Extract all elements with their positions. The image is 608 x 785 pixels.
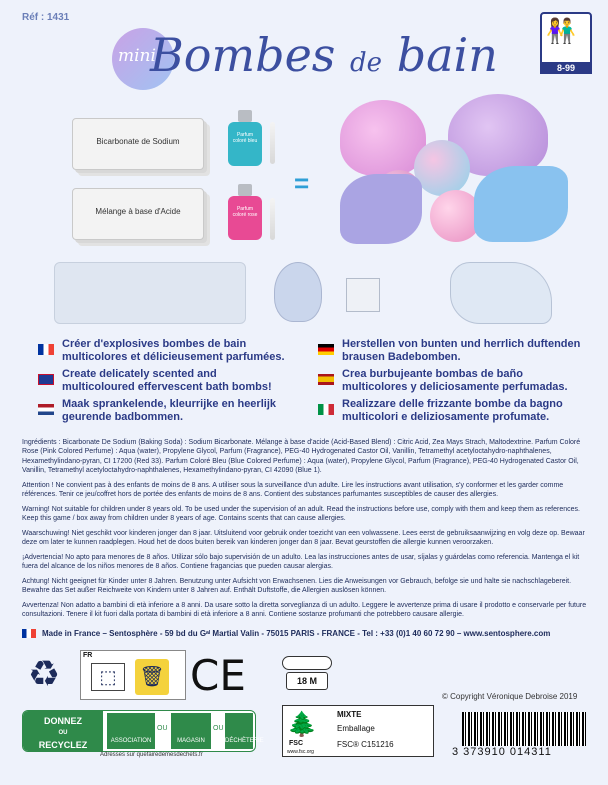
fsc-site: www.fsc.org [287, 749, 314, 755]
product-title [150, 28, 498, 82]
fsc-code: FSC® C151216 [337, 740, 394, 749]
mini-label: mini [118, 46, 156, 66]
triman-line3: RECYCLEZ [38, 740, 88, 750]
made-in-text: Made in France – Sentosphère - 59 bd du Gᵃˡ Martial Valin - 75015 PARIS - FRANCE - Tel : +33 (0)1 40 60 72 90 – www.sentosphere.com [42, 629, 551, 638]
age-icon: 👫 [540, 12, 592, 66]
flag-fr-icon [22, 629, 36, 638]
flag-fr-icon [38, 344, 54, 355]
copyright-text: © Copyright Véronique Debroise 2019 [442, 692, 578, 701]
barcode-number: 3 373910 014311 [452, 746, 552, 758]
sorting-info-box [80, 650, 186, 700]
lang-gb: Create delicately scented and multicoloured effervescent bath bombs! [62, 368, 272, 393]
association-icon [107, 713, 155, 749]
lang-nl: Maak sprankelende, kleurrijke en heerlijk geurende badbommen. [62, 398, 276, 423]
lang-de: Herstellen von bunten und herrlich duftenden brausen Badebomben. [342, 338, 581, 363]
triman-banner [22, 710, 264, 752]
round-bomb [414, 140, 470, 196]
warning-es: ¡Advertencia! No apto para menores de 8 años. Utilizar sólo bajo supervisión de un adulto. Lea las instrucciones antes de usar, síjalas y guárdelas como referencia. Mantenga el kit fuera del alcance de los niños menores de 8 años. Contiene fragancias que pueden causar alergias. [22, 554, 580, 571]
waste-center-icon [225, 713, 264, 749]
fsc-emballage: Emballage [337, 724, 375, 733]
recycle-triman-icon: ♻ [27, 653, 61, 694]
donnez-recyclez [23, 711, 103, 751]
made-in-line [22, 629, 550, 638]
flag-es-icon [318, 374, 334, 385]
shop-icon [171, 713, 211, 749]
age-range: 8-99 [540, 62, 592, 74]
pipette-icon [270, 122, 275, 164]
triman-ou-1: OU [157, 725, 168, 732]
reference-number: Réf : 1431 [22, 12, 70, 23]
sachet-acid-label: Mélange à base d'Acide [95, 207, 181, 216]
seg-decheterie: DÉCHÈTERIE [225, 738, 264, 744]
pipette-icon [270, 198, 275, 240]
ingredients-text: Ingrédients : Bicarbonate De Sodium (Baking Soda) : Sodium Bicarbonate. Mélange à base d'acide (Acid-Based Blend) : Citric Acid, Zea Mays Strach, Maltodextrine. Parfum Coloré Rose (Pink Colored Perfume) : Aqua (water), Propylene Glycol, Parfum (Fragrance), PEG-40 Hydrogenated Castor Oil, Vanillin, Tetramethyl acetyloctahydro-naphthalenes, Hexamethylindano-pyran, CI 17200 (Red 33). Parfum Coloré Bleu (Blue Colored Perfume) : Aqua (water), Propylene Glycol, Parfum (Fragrance), PEG-40 Hydrogenated Castor Oil, Vanillin, Tetramethyl acetyloctahydro-naphthalenes, Hexamethylindano-pyran, CI 42090 (Blue 1). [22, 439, 581, 475]
flag-de-icon [318, 344, 334, 355]
fsc-logo [282, 705, 434, 757]
flag-gb-icon [38, 374, 54, 385]
bottle-pink [228, 196, 262, 240]
triman-ou-2: OU [213, 725, 224, 732]
lang-it: Realizzare delle frizzante bombe da bagno multicolori e deliziosamente profumate. [342, 398, 563, 423]
recycling-address: Adresses sur quefairedemesdechets.fr [100, 752, 203, 758]
warning-de: Achtung! Nicht geeignet für Kinder unter 8 Jahren. Benutzung unter Aufsicht von Erwachsenen. Lies die Anweisungen vor Gebrauch, befolge sie und halte sie nachschlagebereit. Bewahre das Set außer Reichweite von Kindern unter 8 Jahren auf. Enthält Duftstoffe, die Allergien auslösen können. [22, 578, 572, 595]
fsc-mixte: MIXTE [337, 710, 362, 719]
fish-bomb-blue [474, 166, 568, 242]
brand-logo [112, 20, 498, 100]
title-de: de [350, 48, 383, 78]
mold-tray [54, 262, 246, 324]
mixing-vase [274, 262, 322, 322]
equals-sign: = [294, 168, 310, 198]
fsc-label: FSC [289, 740, 303, 747]
jar-icon [282, 656, 330, 692]
pao-label: 18 M [286, 672, 328, 690]
sachet-acid [72, 188, 204, 240]
title-main: Bombes [150, 28, 336, 82]
warning-en: Warning! Not suitable for children under 8 years old. To be used under the supervision of an adult. Read the instructions before use, comply with them and keep them as references. Keep this game / box away from children under 8 years of age. Contains scents that can cause allergies. [22, 506, 580, 523]
bottle-blue-label: Parfum coloré bleu [232, 132, 258, 144]
ce-mark: CE [190, 651, 246, 700]
title-end: bain [396, 28, 498, 82]
triman-line2: OU [58, 730, 68, 736]
flag-it-icon [318, 404, 334, 415]
seg-magasin: MAGASIN [177, 738, 205, 744]
fr-tag: FR [83, 652, 93, 659]
glove [450, 262, 552, 324]
bottle-pink-label: Parfum coloré rose [232, 206, 258, 218]
seg-association: ASSOCIATION [110, 738, 152, 744]
flag-nl-icon [38, 404, 54, 415]
measuring-cup [346, 278, 380, 312]
fish-bomb-purple [340, 174, 422, 244]
lang-es: Crea burbujeante bombas de baño multicolores y deliciosamente perfumadas. [342, 368, 568, 393]
lang-fr: Créer d'explosives bombes de bain multicolores et délicieusement parfumées. [62, 338, 285, 363]
barcode [462, 712, 586, 746]
warning-fr: Attention ! Ne convient pas à des enfants de moins de 8 ans. A utiliser sous la surveillance d'un adulte. Lire les instructions avant utilisation, s'y conformer et les garder comme références. Tenir ce jeu/coffret hors de portée des enfants de moins de 8 ans. Contient des substances parfumantes susceptibles de causer des allergies. [22, 482, 564, 499]
warning-nl: Waarschuwing! Niet geschikt voor kinderen jonger dan 8 jaar. Uitsluitend voor gebruik onder toezicht van een volwassene. Lees eerst de gebruiksaanwijzing en volg deze op. Bewaar deze om later te kunnen raadplegen. Houd het de doos buiten bereik van kinderen jonger dan 8 jaar. Bevat geurstoffen die allergie kunnen veroorzaken. [22, 530, 585, 547]
sachet-sodium-label: Bicarbonate de Sodium [96, 137, 180, 146]
warning-it: Avvertenza! Non adatto a bambini di età inferiore a 8 anni. Da usare sotto la diretta sorveglianza di un adulto. Leggere le avvertenze prima di usare il prodotto e conservarle per future consultazioni. Tenere il kit fuori dalla portata di bambini di età inferiore a 8 anni. Contiene sostanze profumanti che potrebbero causare allergie. [22, 602, 587, 619]
bottle-blue [228, 122, 262, 166]
triman-line1: DONNEZ [44, 716, 82, 726]
shell-bomb-pink [340, 100, 426, 176]
box-icon: ⬚ [91, 663, 125, 691]
yellow-bin-icon: 🗑 [135, 659, 169, 695]
fsc-tree-icon: 🌲 [287, 711, 317, 738]
sachet-sodium [72, 118, 204, 170]
